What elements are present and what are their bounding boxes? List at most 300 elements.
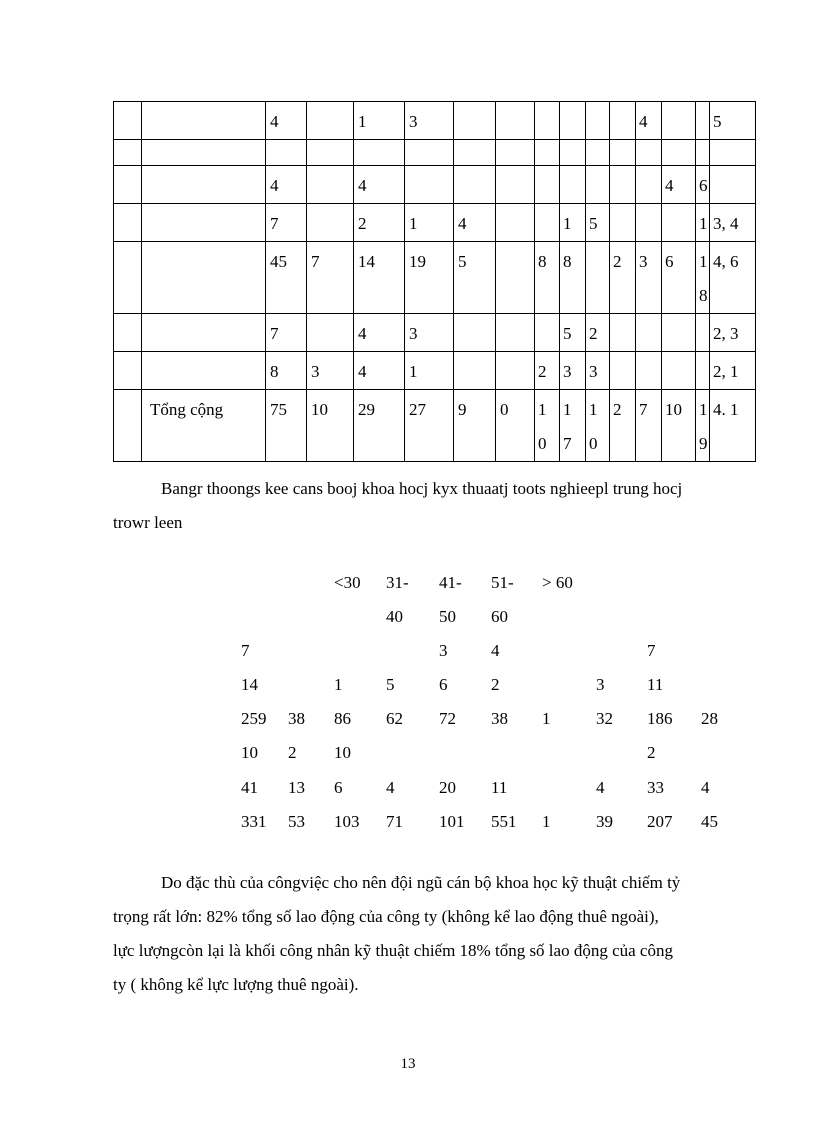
cell-value: 1 (409, 214, 418, 233)
table-cell (405, 390, 454, 462)
table-cell (535, 140, 560, 166)
staff-table (113, 101, 756, 462)
table-cell (710, 390, 756, 462)
cell-value (454, 166, 495, 169)
table-cell (586, 204, 610, 242)
table-cell (454, 390, 496, 462)
table-cell (636, 166, 662, 204)
cell-value (535, 102, 559, 105)
table-row (114, 102, 756, 140)
row-index-cell (114, 140, 142, 166)
table-row (114, 140, 756, 166)
table-cell (496, 390, 535, 462)
table-cell (454, 204, 496, 242)
table-cell: 186 (647, 709, 673, 728)
table-cell (496, 352, 535, 390)
table-cell (586, 390, 610, 462)
table-cell: 259 (241, 709, 267, 728)
table-cell (586, 166, 610, 204)
table-cell (266, 242, 307, 314)
table-cell: 14 (241, 675, 258, 694)
cell-value: 7 (270, 324, 279, 343)
cell-value: 1 0 (589, 400, 598, 453)
table-cell: 10 (334, 743, 351, 762)
cell-value: 6 (699, 176, 708, 195)
row-label-cell (142, 204, 266, 242)
table-cell: 45 (701, 812, 718, 831)
table-cell: 4 (596, 778, 605, 797)
table-cell (610, 242, 636, 314)
cell-value: 27 (409, 400, 426, 419)
table-cell (696, 314, 710, 352)
row-label-cell (142, 390, 266, 462)
cell-value: 8 (563, 252, 572, 271)
table-cell: 101 (439, 812, 465, 831)
cell-value: 6 (665, 252, 674, 271)
table-cell: 41 (241, 778, 258, 797)
table-cell: 11 (491, 778, 508, 797)
table-cell (307, 140, 354, 166)
cell-value: 4 (358, 324, 367, 343)
table-cell (354, 204, 405, 242)
cell-value (636, 140, 661, 143)
table-cell (405, 314, 454, 352)
table-cell (636, 242, 662, 314)
cell-value (535, 204, 559, 207)
table-cell (662, 242, 696, 314)
table-cell (307, 102, 354, 140)
table-cell: 7 (647, 641, 656, 660)
table-cell (710, 140, 756, 166)
table-cell (710, 314, 756, 352)
row-label-cell (142, 166, 266, 204)
cell-value (710, 140, 755, 143)
cell-value (610, 166, 635, 169)
paragraph-line: ty ( không kể lực lượng thuê ngoài). (113, 975, 359, 994)
table-cell (696, 140, 710, 166)
cell-value (496, 140, 534, 143)
cell-value: 7 (311, 252, 320, 271)
table-cell (405, 140, 454, 166)
cell-value (662, 204, 695, 207)
cell-value: 3 (409, 112, 418, 131)
table-cell (354, 390, 405, 462)
cell-value: 4 (270, 176, 279, 195)
table-cell (636, 204, 662, 242)
table-cell (710, 102, 756, 140)
table-cell (662, 352, 696, 390)
cell-value: 7 (639, 400, 648, 419)
cell-value (454, 352, 495, 355)
table-cell (454, 314, 496, 352)
cell-value (662, 352, 695, 355)
row-label (142, 352, 265, 355)
table-cell (610, 166, 636, 204)
cell-value: 5 (458, 252, 467, 271)
cell-value: 75 (270, 400, 287, 419)
table2-caption (113, 472, 743, 540)
table-row (114, 242, 756, 314)
table-cell (610, 140, 636, 166)
table-cell (496, 166, 535, 204)
caption-line: trowr leen (113, 513, 183, 532)
row-index-cell (114, 352, 142, 390)
cell-value (454, 140, 495, 143)
cell-value: 14 (358, 252, 375, 271)
cell-value (307, 140, 353, 143)
row-label (142, 242, 265, 245)
cell-value: 4, 6 (713, 252, 739, 271)
row-label (142, 314, 265, 317)
row-label-cell (142, 242, 266, 314)
table-cell (307, 314, 354, 352)
table-cell (610, 314, 636, 352)
cell-value: 10 (311, 400, 328, 419)
table-cell (454, 352, 496, 390)
cell-value: 5 (713, 112, 722, 131)
cell-value: 2 (358, 214, 367, 233)
table-cell (662, 314, 696, 352)
table-cell: 10 (241, 743, 258, 762)
table-cell (696, 204, 710, 242)
row-index-cell (114, 314, 142, 352)
cell-value (586, 102, 609, 105)
table-cell: 551 (491, 812, 517, 831)
table-row (114, 390, 756, 462)
row-index-cell (114, 166, 142, 204)
table-cell: 4 (491, 641, 500, 660)
table-cell (662, 102, 696, 140)
table-cell (535, 204, 560, 242)
table-cell: 103 (334, 812, 360, 831)
row-label: Tổng cộng (150, 400, 224, 419)
table-cell: 72 (439, 709, 456, 728)
cell-value (662, 314, 695, 317)
table-cell (535, 352, 560, 390)
table-cell (586, 140, 610, 166)
table-cell (586, 314, 610, 352)
table-cell (662, 140, 696, 166)
table-cell: 71 (386, 812, 403, 831)
table-cell (560, 242, 586, 314)
cell-value (405, 166, 453, 169)
table-cell (560, 390, 586, 462)
table-cell (307, 242, 354, 314)
table-cell: 38 (491, 709, 508, 728)
cell-value: 3 (311, 362, 320, 381)
table-cell (496, 204, 535, 242)
cell-value (610, 204, 635, 207)
cell-value (560, 140, 585, 143)
cell-value: 1 (409, 362, 418, 381)
cell-value: 5 (563, 324, 572, 343)
table-cell (710, 166, 756, 204)
caption-line: Bangr thoongs kee cans booj khoa hocj kyx thuaatj toots nghieepl trung hocj (161, 479, 683, 498)
table-cell (496, 314, 535, 352)
table-cell (710, 204, 756, 242)
table-cell: 1 (542, 812, 551, 831)
table-cell (710, 352, 756, 390)
table-row (114, 352, 756, 390)
table-cell (535, 314, 560, 352)
table-cell: 3 (596, 675, 605, 694)
cell-value: 3, 4 (713, 214, 739, 233)
cell-value: 4 (639, 112, 648, 131)
table-cell (354, 242, 405, 314)
cell-value (496, 102, 534, 105)
table-cell (307, 352, 354, 390)
table-cell (610, 204, 636, 242)
cell-value (586, 166, 609, 169)
cell-value (710, 166, 755, 169)
table-cell: 1 (334, 675, 343, 694)
age-header: 41- (439, 573, 462, 592)
cell-value (586, 140, 609, 143)
table-row (114, 166, 756, 204)
table-cell (535, 390, 560, 462)
row-label-cell (142, 352, 266, 390)
table-cell (696, 390, 710, 462)
table-cell: 7 (241, 641, 250, 660)
cell-value (307, 102, 353, 105)
cell-value: 3 (589, 362, 598, 381)
table-cell (560, 352, 586, 390)
table-cell (560, 102, 586, 140)
cell-value: 5 (589, 214, 598, 233)
table-cell (560, 314, 586, 352)
table-cell (354, 166, 405, 204)
cell-value (454, 314, 495, 317)
cell-value: 4 (270, 112, 279, 131)
cell-value (535, 314, 559, 317)
cell-value (535, 166, 559, 169)
table-cell (405, 166, 454, 204)
table-cell (266, 140, 307, 166)
table-cell (496, 140, 535, 166)
paragraph-line: Do đặc thù của côngviệc cho nên đội ngũ cán bộ khoa học kỹ thuật chiếm tỷ (161, 873, 681, 892)
table-cell (307, 204, 354, 242)
age-header: 51- (491, 573, 514, 592)
table-cell (636, 314, 662, 352)
cell-value (636, 166, 661, 169)
table-cell: 6 (439, 675, 448, 694)
table-cell (307, 390, 354, 462)
cell-value: 19 (409, 252, 426, 271)
cell-value: 7 (270, 214, 279, 233)
cell-value (636, 204, 661, 207)
cell-value (610, 102, 635, 105)
table-cell (636, 352, 662, 390)
page-number: 13 (400, 1056, 416, 1072)
row-label (142, 204, 265, 207)
table-cell (535, 242, 560, 314)
cell-value: 29 (358, 400, 375, 419)
table-row (114, 314, 756, 352)
table-cell (266, 390, 307, 462)
cell-value (496, 204, 534, 207)
table-cell (454, 166, 496, 204)
table-row (114, 204, 756, 242)
age-header: 50 (439, 607, 456, 626)
table-cell (405, 242, 454, 314)
table-cell (405, 204, 454, 242)
table-cell (307, 166, 354, 204)
cell-value (405, 140, 453, 143)
cell-value (610, 352, 635, 355)
cell-value: 1 (699, 214, 708, 233)
table-cell: 6 (334, 778, 343, 797)
cell-value: 1 (358, 112, 367, 131)
table-cell (354, 352, 405, 390)
table-cell (266, 204, 307, 242)
table-cell (696, 242, 710, 314)
table-cell: 86 (334, 709, 351, 728)
table-cell: 2 (288, 743, 297, 762)
table-cell (696, 352, 710, 390)
table-cell (610, 102, 636, 140)
table-cell (454, 242, 496, 314)
row-index-cell (114, 204, 142, 242)
cell-value: 2 (613, 252, 622, 271)
cell-value: 4 (665, 176, 674, 195)
cell-value: 1 (563, 214, 572, 233)
cell-value (636, 352, 661, 355)
cell-value: 3 (639, 252, 648, 271)
row-index-cell (114, 390, 142, 462)
table-cell (586, 352, 610, 390)
cell-value (560, 102, 585, 105)
table-cell: 20 (439, 778, 456, 797)
table-cell (560, 166, 586, 204)
table-cell (266, 352, 307, 390)
row-index-cell (114, 102, 142, 140)
cell-value (307, 314, 353, 317)
cell-value (696, 140, 709, 143)
row-label-cell (142, 140, 266, 166)
table-cell: 5 (386, 675, 395, 694)
table-cell (405, 352, 454, 390)
cell-value (696, 314, 709, 317)
table-cell (662, 166, 696, 204)
cell-value (610, 140, 635, 143)
cell-value (560, 166, 585, 169)
table-cell: 3 (439, 641, 448, 660)
age-header: 60 (491, 607, 508, 626)
cell-value (496, 166, 534, 169)
table-cell: 62 (386, 709, 403, 728)
cell-value: 2 (613, 400, 622, 419)
table-cell: 1 (542, 709, 551, 728)
cell-value: 2, 1 (713, 362, 739, 381)
cell-value: 10 (665, 400, 682, 419)
cell-value (307, 166, 353, 169)
table-cell: 38 (288, 709, 305, 728)
table-cell: 4 (386, 778, 395, 797)
table-cell (662, 390, 696, 462)
age-header: 40 (386, 607, 403, 626)
cell-value (354, 140, 404, 143)
table-cell (354, 314, 405, 352)
table-cell (696, 166, 710, 204)
table-cell (636, 102, 662, 140)
table-cell (710, 242, 756, 314)
cell-value: 0 (500, 400, 509, 419)
table-cell (586, 242, 610, 314)
cell-value: 4 (358, 362, 367, 381)
cell-value: 3 (409, 324, 418, 343)
table-cell (454, 102, 496, 140)
table-cell (354, 140, 405, 166)
cell-value (535, 140, 559, 143)
cell-value: 2 (538, 362, 547, 381)
table-cell: 13 (288, 778, 305, 797)
cell-value (610, 314, 635, 317)
cell-value: 4 (358, 176, 367, 195)
row-label-cell (142, 314, 266, 352)
cell-value: 1 0 (538, 400, 547, 453)
cell-value (662, 102, 695, 105)
cell-value: 2, 3 (713, 324, 739, 343)
cell-value: 4. 1 (713, 400, 739, 419)
cell-value: 8 (270, 362, 279, 381)
cell-value (496, 242, 534, 245)
row-label (142, 166, 265, 169)
table-cell (610, 352, 636, 390)
row-index-cell (114, 242, 142, 314)
table-cell (405, 102, 454, 140)
table-cell (496, 242, 535, 314)
table-cell: 53 (288, 812, 305, 831)
cell-value: 45 (270, 252, 287, 271)
body-paragraph (113, 866, 743, 1002)
table-cell (636, 390, 662, 462)
table-cell (266, 314, 307, 352)
table-cell (586, 102, 610, 140)
table-cell (354, 102, 405, 140)
age-header: <30 (334, 573, 361, 592)
table-cell (266, 166, 307, 204)
cell-value (307, 204, 353, 207)
table-cell: 33 (647, 778, 664, 797)
table-cell: 32 (596, 709, 613, 728)
table-cell (662, 204, 696, 242)
row-label (142, 102, 265, 105)
cell-value (266, 140, 306, 143)
table-cell: 207 (647, 812, 673, 831)
table-cell: 2 (491, 675, 500, 694)
cell-value (696, 352, 709, 355)
paragraph-line: lực lượngcòn lại là khối công nhân kỹ thuật chiếm 18% tổng số lao động của công (113, 941, 673, 960)
paragraph-line: trọng rất lớn: 82% tổng số lao động của công ty (không kể lao động thuê ngoài), (113, 907, 659, 926)
cell-value (496, 352, 534, 355)
table-cell (454, 140, 496, 166)
row-label-cell (142, 102, 266, 140)
age-header: 31- (386, 573, 409, 592)
table-cell (636, 140, 662, 166)
table-cell: 331 (241, 812, 267, 831)
table-cell (560, 204, 586, 242)
cell-value (696, 102, 709, 105)
table-cell (696, 102, 710, 140)
table-cell: 28 (701, 709, 718, 728)
table-cell (496, 102, 535, 140)
cell-value: 1 8 (699, 252, 708, 305)
table-cell: 39 (596, 812, 613, 831)
table-cell (560, 140, 586, 166)
cell-value (636, 314, 661, 317)
cell-value (496, 314, 534, 317)
table-cell (535, 102, 560, 140)
